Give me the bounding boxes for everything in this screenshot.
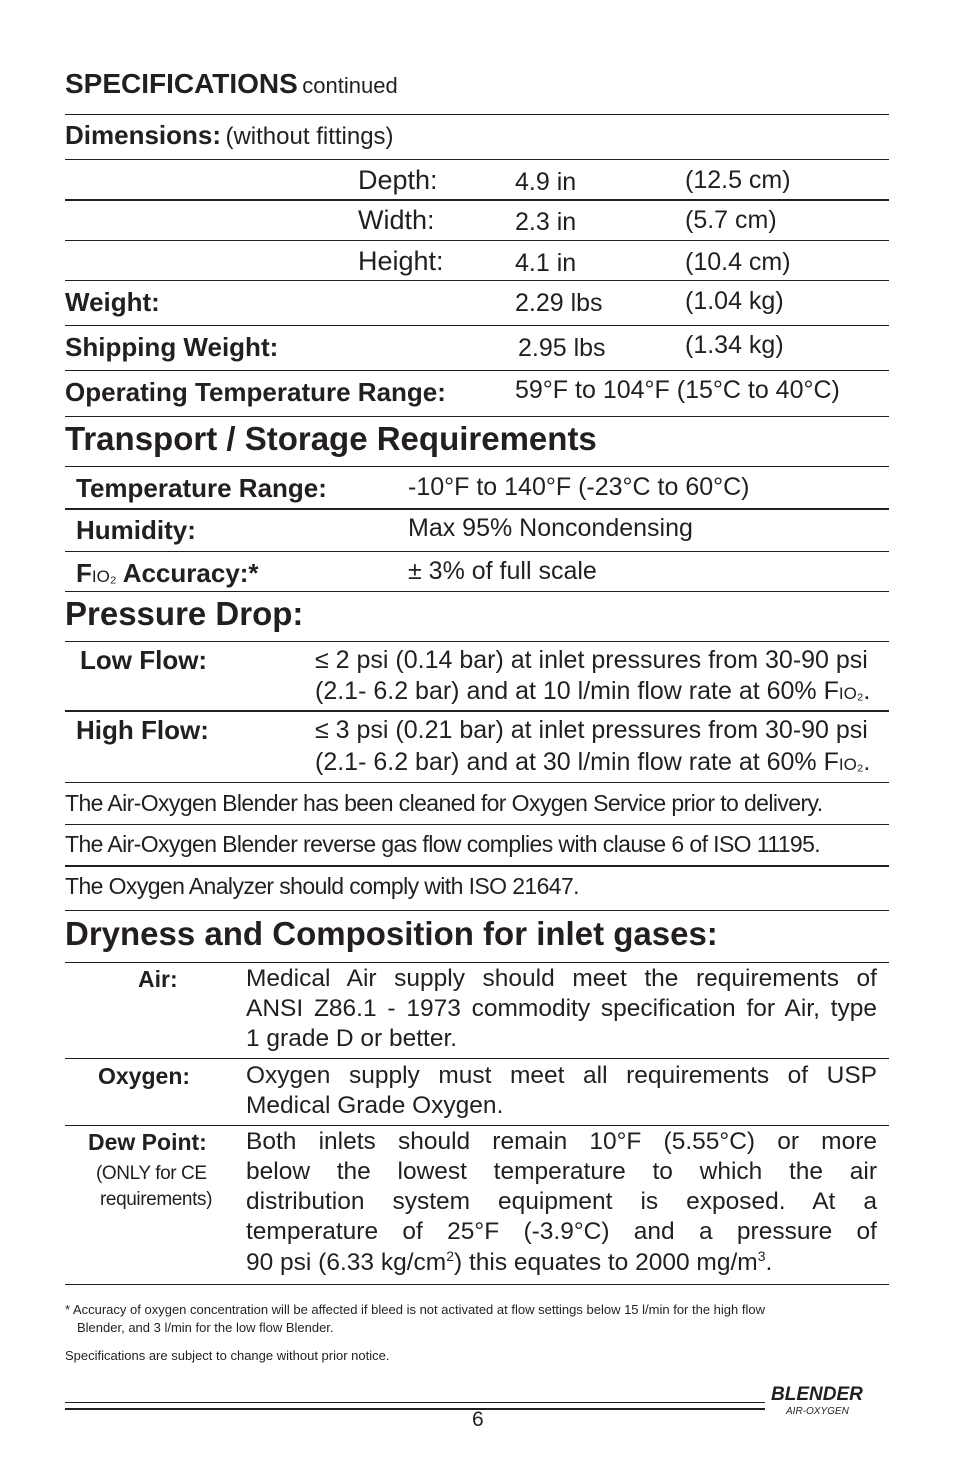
page-subtitle: continued <box>302 73 398 98</box>
divider <box>65 641 889 642</box>
divider <box>65 1058 889 1059</box>
divider <box>65 1284 889 1285</box>
superscript: 2 <box>446 1248 454 1264</box>
high-flow-line-2 <box>315 748 870 777</box>
dew-point-note-1: (ONLY for CE <box>96 1163 207 1184</box>
divider <box>65 280 889 281</box>
dew-line-4: temperature of 25°F (-3.9°C) and a pressure of <box>246 1218 877 1245</box>
fio2-accuracy-value: ± 3% of full scale <box>408 557 597 585</box>
divider <box>65 865 889 867</box>
air-label: Air: <box>138 966 178 992</box>
divider <box>65 466 889 467</box>
high-flow-line-2-text: (2.1- 6.2 bar) and at 30 l/min flow rate at 60% F <box>315 748 839 776</box>
disclaimer: Specifications are subject to change without prior notice. <box>65 1348 390 1363</box>
divider <box>65 508 889 510</box>
divider <box>65 370 889 371</box>
oxygen-label: Oxygen: <box>98 1063 191 1089</box>
note-reverse-flow: The Air-Oxygen Blender reverse gas flow complies with clause 6 of ISO 11195. <box>65 831 821 857</box>
air-line-3: 1 grade D or better. <box>246 1025 458 1052</box>
divider <box>65 114 889 115</box>
transport-title: Transport / Storage Requirements <box>65 420 597 457</box>
operating-temp-label: Operating Temperature Range: <box>65 377 446 407</box>
divider <box>65 824 889 825</box>
divider <box>65 710 889 712</box>
dryness-title: Dryness and Composition for inlet gases: <box>65 915 718 952</box>
dew-line-5 <box>246 1248 772 1277</box>
divider <box>65 416 889 417</box>
dew-line-5-a: 90 psi (6.33 kg/cm <box>246 1249 447 1277</box>
superscript: 3 <box>757 1248 766 1264</box>
low-flow-line-2-text: (2.1- 6.2 bar) and at 10 l/min flow rate at 60% F <box>315 677 839 705</box>
footer-rule <box>65 1402 765 1410</box>
shipping-weight-label: Shipping Weight: <box>65 332 279 362</box>
humidity-value: Max 95% Noncondensing <box>408 514 693 542</box>
high-flow-line-1: ≤ 3 psi (0.21 bar) at inlet pressures from 30-90 psi <box>315 716 868 744</box>
weight-metric: (1.04 kg) <box>685 287 784 315</box>
fio2-accuracy-label <box>76 558 259 589</box>
low-flow-line-1: ≤ 2 psi (0.14 bar) at inlet pressures from 30-90 psi <box>315 646 868 674</box>
period: . <box>863 677 871 705</box>
height-label: Height: <box>358 246 444 276</box>
pressure-drop-title: Pressure Drop: <box>65 595 304 632</box>
humidity-label: Humidity: <box>76 515 196 545</box>
brand-logo: BLENDER <box>771 1384 863 1405</box>
dimensions-note: (without fittings) <box>225 123 394 150</box>
footnote-line-2: Blender, and 3 l/min for the low flow Blender. <box>77 1320 334 1335</box>
depth-metric: (12.5 cm) <box>685 166 791 194</box>
low-flow-label: Low Flow: <box>80 645 208 675</box>
page-title: SPECIFICATIONS <box>65 68 298 99</box>
oxygen-line-2: Medical Grade Oxygen. <box>246 1092 504 1119</box>
oxygen-line-1: Oxygen supply must meet all requirements of USP <box>246 1062 877 1089</box>
divider <box>65 962 889 963</box>
divider <box>65 240 889 241</box>
divider <box>65 159 889 160</box>
width-metric: (5.7 cm) <box>685 206 777 234</box>
page-heading <box>65 68 398 100</box>
depth-label: Depth: <box>358 165 438 195</box>
dew-line-5-b: ) this equates to 2000 mg/m <box>453 1249 758 1277</box>
divider <box>65 782 889 783</box>
height-imperial: 4.1 in <box>515 249 577 277</box>
fio2-subscript: IO₂ <box>838 755 864 774</box>
fio2-subscript: IO₂ <box>838 684 864 703</box>
dew-line-5-c: . <box>765 1249 773 1277</box>
dimensions-heading <box>65 120 394 151</box>
page-number: 6 <box>472 1408 484 1431</box>
transport-temp-value: -10°F to 140°F (-23°C to 60°C) <box>408 473 750 501</box>
depth-imperial: 4.9 in <box>515 168 577 196</box>
note-cleaned: The Air-Oxygen Blender has been cleaned for Oxygen Service prior to delivery. <box>65 790 823 816</box>
weight-imperial: 2.29 lbs <box>515 289 603 317</box>
height-metric: (10.4 cm) <box>685 248 791 276</box>
shipping-weight-metric: (1.34 kg) <box>685 331 784 359</box>
width-label: Width: <box>358 205 435 235</box>
divider <box>65 910 889 911</box>
dew-point-label: Dew Point: <box>88 1129 207 1155</box>
dew-point-note-2: requirements) <box>100 1189 213 1210</box>
shipping-weight-imperial: 2.95 lbs <box>518 334 606 362</box>
high-flow-label: High Flow: <box>76 715 209 745</box>
dew-line-2: below the lowest temperature to which the air <box>246 1158 877 1185</box>
width-imperial: 2.3 in <box>515 208 577 236</box>
low-flow-line-2 <box>315 677 870 706</box>
brand-subtitle: AIR-OXYGEN <box>786 1406 849 1417</box>
operating-temp-value: 59°F to 104°F (15°C to 40°C) <box>515 376 840 404</box>
weight-label: Weight: <box>65 287 160 317</box>
fio2-subscript: IO₂ <box>91 567 117 586</box>
transport-temp-label: Temperature Range: <box>76 473 327 503</box>
footnote-line-1: * Accuracy of oxygen concentration will be affected if bleed is not activated at flow settings below 15 l/min for the high flow <box>65 1302 765 1317</box>
divider <box>65 199 889 201</box>
divider <box>65 1125 889 1126</box>
divider <box>65 551 889 552</box>
note-analyzer: The Oxygen Analyzer should comply with ISO 21647. <box>65 873 579 899</box>
air-line-1: Medical Air supply should meet the requirements of <box>246 965 877 992</box>
divider <box>65 591 889 592</box>
fio2-label-text: Accuracy:* <box>116 558 259 588</box>
dimensions-label: Dimensions: <box>65 120 222 150</box>
dew-line-1: Both inlets should remain 10°F (5.55°C) or more <box>246 1128 877 1155</box>
dew-line-3: distribution system equipment is exposed. At a <box>246 1188 877 1215</box>
air-line-2: ANSI Z86.1 - 1973 commodity specification for Air, type <box>246 995 877 1022</box>
divider <box>65 325 889 326</box>
fio2-prefix: F <box>76 558 92 588</box>
period: . <box>863 748 871 776</box>
